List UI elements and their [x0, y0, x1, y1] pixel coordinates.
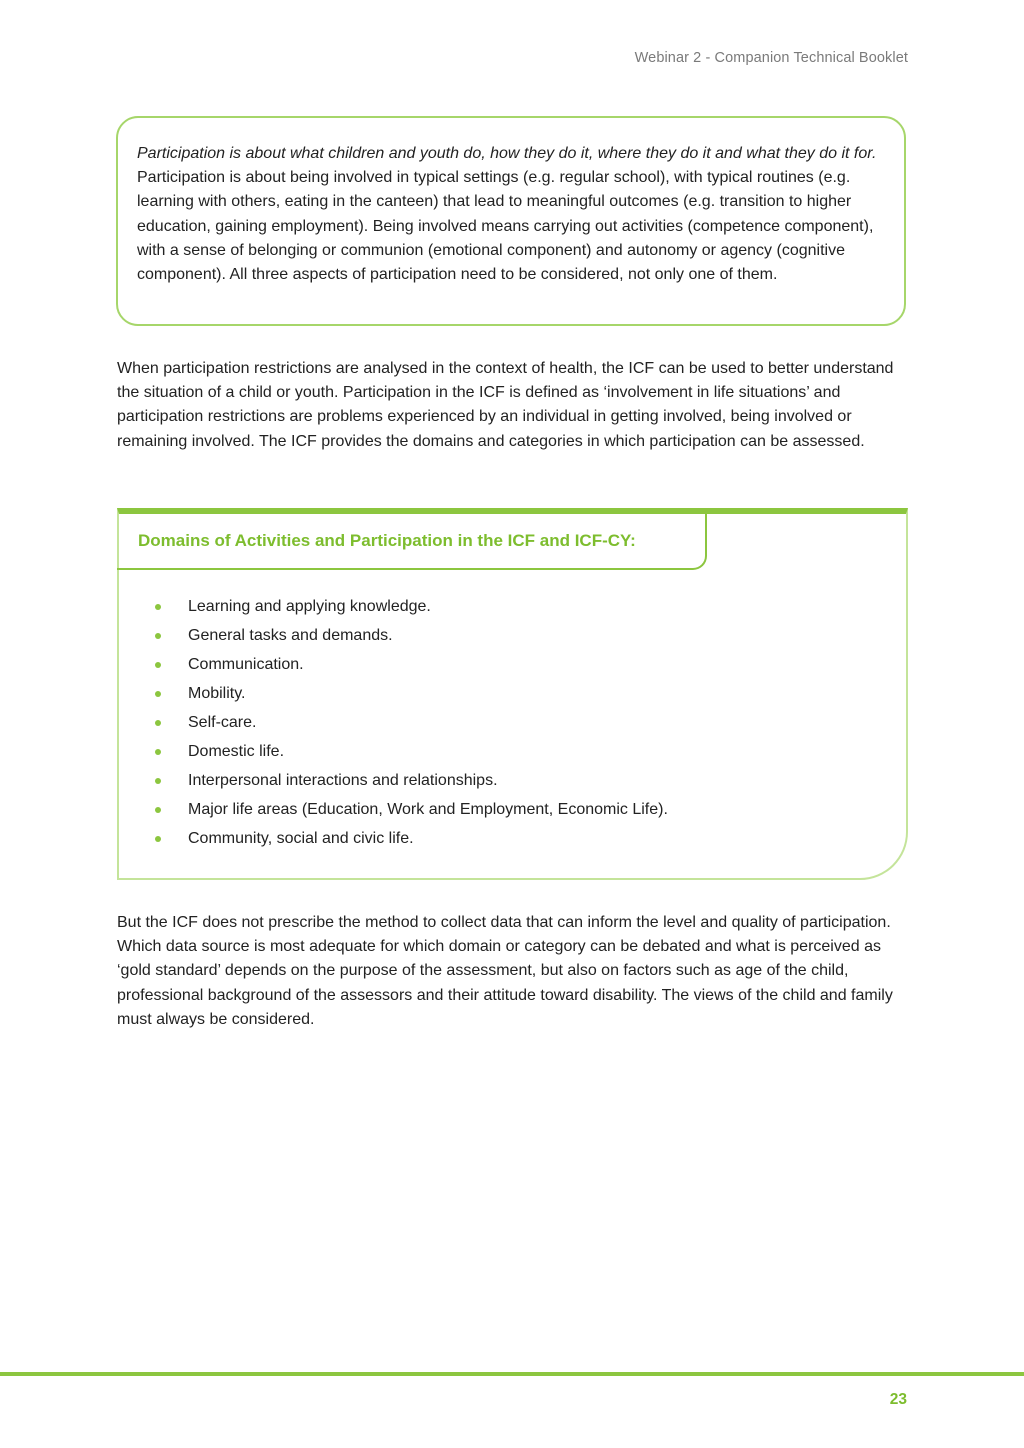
bullet-icon: [155, 720, 161, 726]
list-item-label: Learning and applying knowledge.: [188, 598, 431, 615]
icf-intro-paragraph: When participation restrictions are analysed in the context of health, the ICF can be used to better understand the situation of a child or youth. Participation in the ICF is defined as ‘involvement in life situations’ and participation restrictions are problems experienced by an individual in getting involved, being involved or remaining involved. The ICF provides the domains and categories in which participation can be assessed.: [117, 360, 894, 450]
list-item-label: Community, social and civic life.: [188, 830, 414, 847]
bullet-icon: [155, 807, 161, 813]
list-item: [119, 737, 668, 766]
list-item: [119, 708, 668, 737]
data-collection-paragraph: But the ICF does not prescribe the method to collect data that can inform the level and quality of participation. Which data source is most adequate for which domain or category can be debated and what is perceived as ‘gold standard’ depends on the purpose of the assessment, but also on factors such as age of the child, professional background of the assessors and their attitude toward disability. The views of the child and family must always be considered.: [117, 914, 893, 1028]
footer-rule: [0, 1372, 1024, 1376]
list-item: [119, 592, 668, 621]
participation-callout-box: [116, 116, 906, 326]
page-number: 23: [889, 1391, 907, 1408]
bullet-icon: [155, 662, 161, 668]
bullet-icon: [155, 604, 161, 610]
list-item-label: Major life areas (Education, Work and Employment, Economic Life).: [188, 801, 668, 818]
bullet-icon: [155, 836, 161, 842]
list-item-label: General tasks and demands.: [188, 627, 393, 644]
list-item: [119, 650, 668, 679]
list-item: [119, 795, 668, 824]
list-item: [119, 679, 668, 708]
bullet-icon: [155, 749, 161, 755]
list-item: [119, 824, 668, 853]
list-item: [119, 766, 668, 795]
callout-italic-lead: Participation is about what children and youth do, how they do it, where they do it and what they do it for.: [137, 145, 877, 162]
bullet-icon: [155, 778, 161, 784]
list-item-label: Communication.: [188, 656, 304, 673]
list-item-label: Self-care.: [188, 714, 257, 731]
list-item: [119, 621, 668, 650]
callout-body: Participation is about being involved in typical settings (e.g. regular school), with typical routines (e.g. learning with others, eating in the canteen) that lead to meaningful outcomes (e.g. transition to higher education, gaining employment). Being involved means carrying out activities (competence component), with a sense of belonging or communion (emotional component) and autonomy or agency (cognitive component). All three aspects of participation need to be considered, not only one of them.: [137, 169, 874, 284]
domains-list: [119, 592, 668, 853]
list-item-label: Interpersonal interactions and relationships.: [188, 772, 498, 789]
list-item-label: Mobility.: [188, 685, 246, 702]
callout-text: [137, 142, 884, 287]
running-header: Webinar 2 - Companion Technical Booklet: [634, 50, 908, 66]
bullet-icon: [155, 691, 161, 697]
bullet-icon: [155, 633, 161, 639]
domains-heading: Domains of Activities and Participation in the ICF and ICF-CY:: [138, 531, 636, 550]
list-item-label: Domestic life.: [188, 743, 285, 760]
domains-heading-tab: [117, 514, 707, 570]
domains-box: [117, 508, 908, 880]
